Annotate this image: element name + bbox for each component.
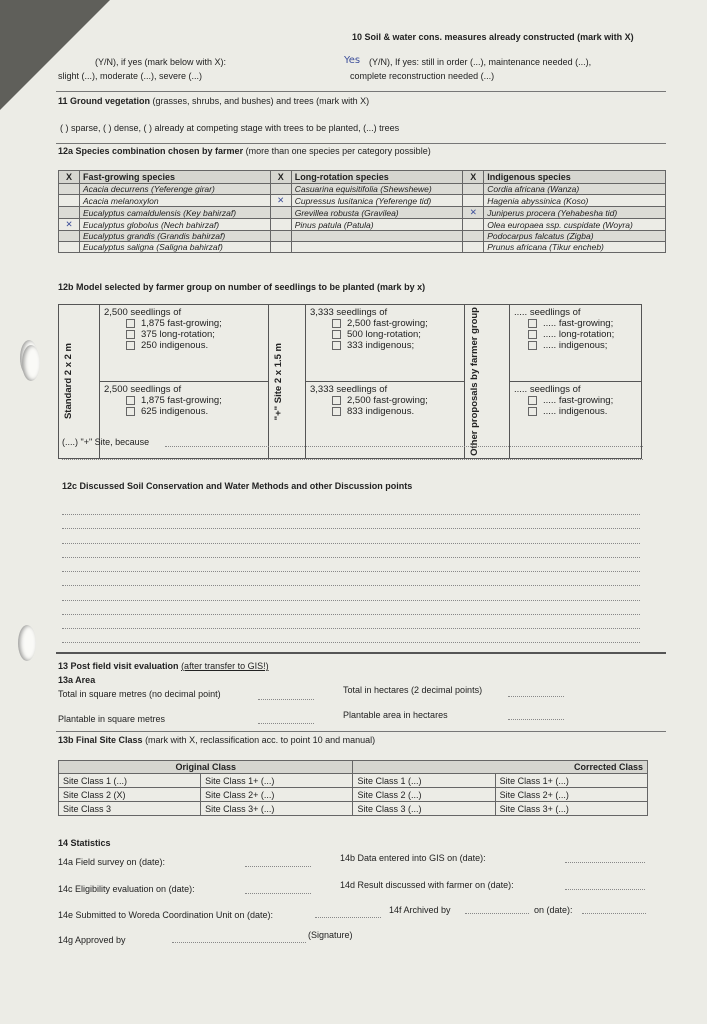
checkbox xyxy=(528,341,537,350)
s14d-label: 14d Result discussed with farmer on (date): xyxy=(340,880,514,890)
species-row: Eucalyptus saligna (Saligna bahirzaf) Prunus africana (Tikur encheb) xyxy=(59,242,666,253)
checkbox xyxy=(332,330,341,339)
col-long: Long-rotation species xyxy=(291,171,463,184)
s14e-label: 14e Submitted to Woreda Coordination Unit on (date): xyxy=(58,910,273,920)
punch-hole-3 xyxy=(22,345,40,381)
checkbox xyxy=(332,341,341,350)
s12b-title: 12b Model selected by farmer group on number of seedlings to be planted (mark by x) xyxy=(58,282,426,292)
col-indigenous: Indigenous species xyxy=(484,171,666,184)
checkbox xyxy=(126,407,135,416)
s13a-title: 13a Area xyxy=(58,675,96,685)
s10-left-line1: (Y/N), if yes (mark below with X): xyxy=(95,57,227,67)
checkbox xyxy=(126,330,135,339)
checkbox xyxy=(332,407,341,416)
label-standard: Standard 2 x 2 m xyxy=(63,343,74,420)
because-line: (....) "+" Site, because xyxy=(62,437,150,447)
s10-title: 10 Soil & water cons. measures already constructed (mark with X) xyxy=(352,32,634,42)
signature-label: (Signature) xyxy=(308,930,353,940)
species-row: Acacia decurrens (Yeferenge girar) Casuarina equisitifolia (Shewshewe) Cordia africana (Wanza) xyxy=(59,184,666,195)
species-row: Eucalyptus grandis (Grandis bahirzaf) Podocarpus falcatus (Zigba) xyxy=(59,231,666,242)
species-row: Acacia melanoxylon ✕ Cupressus lusitanica (Yeferenge tid) Hagenia abyssinica (Koso) xyxy=(59,195,666,207)
species-table: X Fast-growing species X Long-rotation species X Indigenous species Acacia decurrens (Yeferenge girar) Casuarina equisitifolia (Shewshewe) Cordia africana (Wanza) Acacia melanoxylon ✕ Cupressus lusitanica (Yeferenge tid) Hagenia abyssinica (Koso) Eucalyptus camaldulensis (Key bahirzaf) Grevillea robusta (Gravilea) ✕ Juniperus procera (Yehabesha tid) ✕ Eucalyptus globolus (Nech bahirzaf) Pinus patula (Patula) Olea europaea ssp. cuspidate (Woyra) Eucalyptus grandis (Grandis bahirzaf) Podocarpus falcatus (Zigba) Eucalyptus saligna (Saligna bahirzaf) Prunus africana (Tikur encheb) xyxy=(58,170,666,253)
checkbox xyxy=(528,319,537,328)
col-fast: Fast-growing species xyxy=(80,171,271,184)
s11-line: ( ) sparse, ( ) dense, ( ) already at competing stage with trees to be planted, (...) trees xyxy=(60,123,400,133)
species-row: ✕ Eucalyptus globolus (Nech bahirzaf) Pinus patula (Patula) Olea europaea ssp. cuspidate (Woyra) xyxy=(59,219,666,231)
s14f-on-label: on (date): xyxy=(534,905,573,915)
checkbox xyxy=(126,319,135,328)
plantable-m2-label: Plantable in square metres xyxy=(58,714,166,724)
s14-title: 14 Statistics xyxy=(58,838,111,848)
s10-left-line2: slight (...), moderate (...), severe (...) xyxy=(58,71,203,81)
checkbox xyxy=(332,319,341,328)
s12a-header: 12a Species combination chosen by farmer (more than one species per category possible) xyxy=(58,146,431,156)
s13-header: 13 Post field visit evaluation (after transfer to GIS!) xyxy=(58,661,269,671)
s10-right-line2: complete reconstruction needed (...) xyxy=(350,71,495,81)
label-other: Other proposals by farmer group xyxy=(469,307,480,456)
label-site: "+" Site 2 x 1.5 m xyxy=(273,342,284,421)
total-ha-label: Total in hectares (2 decimal points) xyxy=(343,685,483,695)
site-class-table: Original Class Corrected Class Site Class 1 (...) Site Class 1+ (...) Site Class 1 (...) Site Class 1+ (...) Site Class 2 (X) Site Class 2+ (...) Site Class 2 (...) Site Class 2+ (...) Site Class 3 Site Class 3+ (...) Site Class 3 (...) Site Class 3+ (...) xyxy=(58,760,648,816)
s12c-title: 12c Discussed Soil Conservation and Water Methods and other Discussion points xyxy=(62,481,413,491)
s14g-label: 14g Approved by xyxy=(58,935,126,945)
original-class-head: Original Class xyxy=(59,761,353,774)
s14b-label: 14b Data entered into GIS on (date): xyxy=(340,853,486,863)
checkbox xyxy=(126,396,135,405)
s11-header: 11 Ground vegetation (grasses, shrubs, and bushes) and trees (mark with X) xyxy=(58,96,370,106)
s10-answer: Yes xyxy=(344,55,361,66)
total-m2-label: Total in square metres (no decimal point) xyxy=(58,689,221,699)
model-table: Standard 2 x 2 m 2,500 seedlings of 1,875 fast-growing; 375 long-rotation; 250 indigenous. "+" Site 2 x 1.5 m 3,333 seedlings of 2,500 fast-growing; 500 long-rotation; 333 indigenous; Other proposals by farmer group ..... seedlings of ..... fast-growing; ..... long-rotation; ..... indigenous; 2,500 seedlings of 1,875 fast-growing; 625 indigenous. 3,333 seedlings of 2,500 fast-growing; 833 indigenous. ..... seedlings of ..... fast-growing; ..... indigenous. xyxy=(58,304,642,459)
s10-right-line1: (Y/N), If yes: still in order (...), maintenance needed (...), xyxy=(369,57,592,67)
species-row: Eucalyptus camaldulensis (Key bahirzaf) Grevillea robusta (Gravilea) ✕ Juniperus procera (Yehabesha tid) xyxy=(59,207,666,219)
checkbox xyxy=(332,396,341,405)
s14a-label: 14a Field survey on (date): xyxy=(58,857,166,867)
checkbox xyxy=(528,407,537,416)
folded-corner xyxy=(0,0,110,110)
s13b-header: 13b Final Site Class (mark with X, reclassification acc. to point 10 and manual) xyxy=(58,735,376,745)
plantable-ha-label: Plantable area in hectares xyxy=(343,710,448,720)
checkbox xyxy=(528,330,537,339)
s14c-label: 14c Eligibility evaluation on (date): xyxy=(58,884,195,894)
checkbox xyxy=(126,341,135,350)
s14f-label: 14f Archived by xyxy=(389,905,451,915)
punch-hole-2 xyxy=(18,625,36,661)
checkbox xyxy=(528,396,537,405)
corrected-class-head: Corrected Class xyxy=(353,761,648,774)
